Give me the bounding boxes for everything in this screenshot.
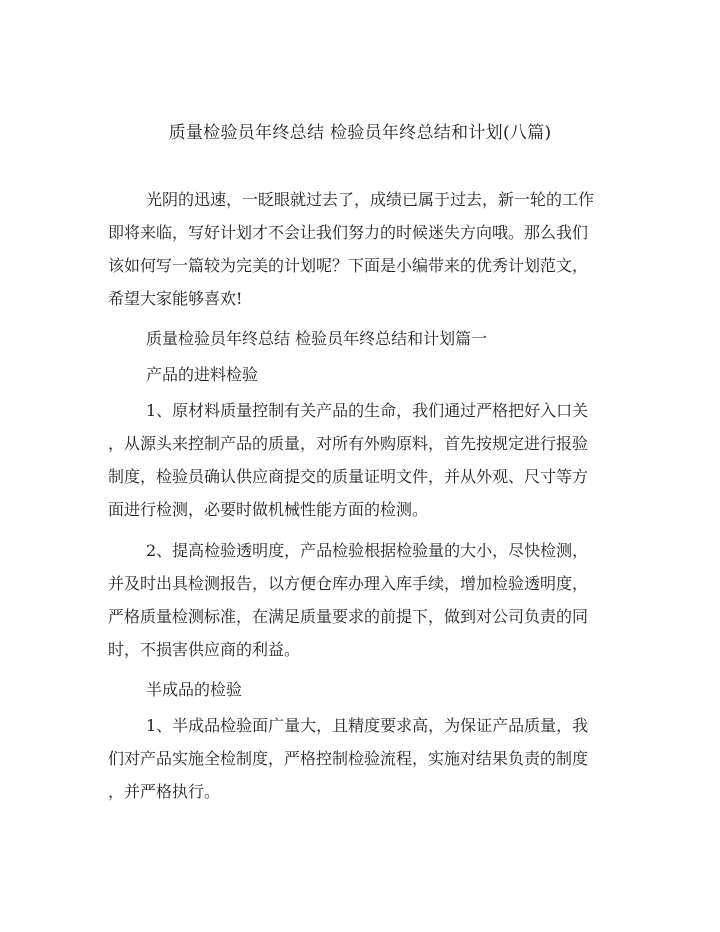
paragraph-line: 1、原材料质量控制有关产品的生命，我们通过严格把好入口关: [146, 401, 589, 420]
paragraph-line: 们对产品实施全检制度，严格控制检验流程，实施对结果负责的制度: [108, 749, 589, 768]
subsection-heading: 半成品的检验: [146, 680, 243, 699]
paragraph-line: 2、提高检验透明度，产品检验根据检验量的大小，尽快检测，: [146, 541, 589, 560]
document-title: 质量检验员年终总结 检验员年终总结和计划(八篇): [168, 123, 552, 143]
paragraph-line: 并及时出具检测报告，以方便仓库办理入库手续，增加检验透明度，: [108, 574, 589, 593]
subsection-heading: 产品的进料检验: [146, 365, 259, 384]
paragraph-line: 时，不损害供应商的利益。: [108, 640, 301, 659]
paragraph-line: 光阴的迅速，一眨眼就过去了，成绩已属于过去，新一轮的工作: [146, 190, 595, 209]
paragraph-line: 该如何写一篇较为完美的计划呢？下面是小编带来的优秀计划范文，: [108, 256, 589, 275]
paragraph-line: ，并严格执行。: [108, 782, 221, 801]
section-heading: 质量检验员年终总结 检验员年终总结和计划篇一: [146, 329, 488, 348]
paragraph-line: 制度，检验员确认供应商提交的质量证明文件，并从外观、尺寸等方: [108, 467, 589, 486]
paragraph-line: ，从源头来控制产品的质量，对所有外购原料，首先按规定进行报验: [108, 434, 589, 453]
paragraph-line: 希望大家能够喜欢!: [108, 289, 243, 308]
paragraph-line: 严格质量检测标准，在满足质量要求的前提下，做到对公司负责的同: [108, 607, 589, 626]
paragraph-line: 1、半成品检验面广量大，且精度要求高，为保证产品质量，我: [146, 716, 589, 735]
paragraph-line: 即将来临，写好计划才不会让我们努力的时候迷失方向哦。那么我们: [108, 223, 589, 242]
paragraph-line: 面进行检测，必要时做机械性能方面的检测。: [108, 500, 429, 519]
